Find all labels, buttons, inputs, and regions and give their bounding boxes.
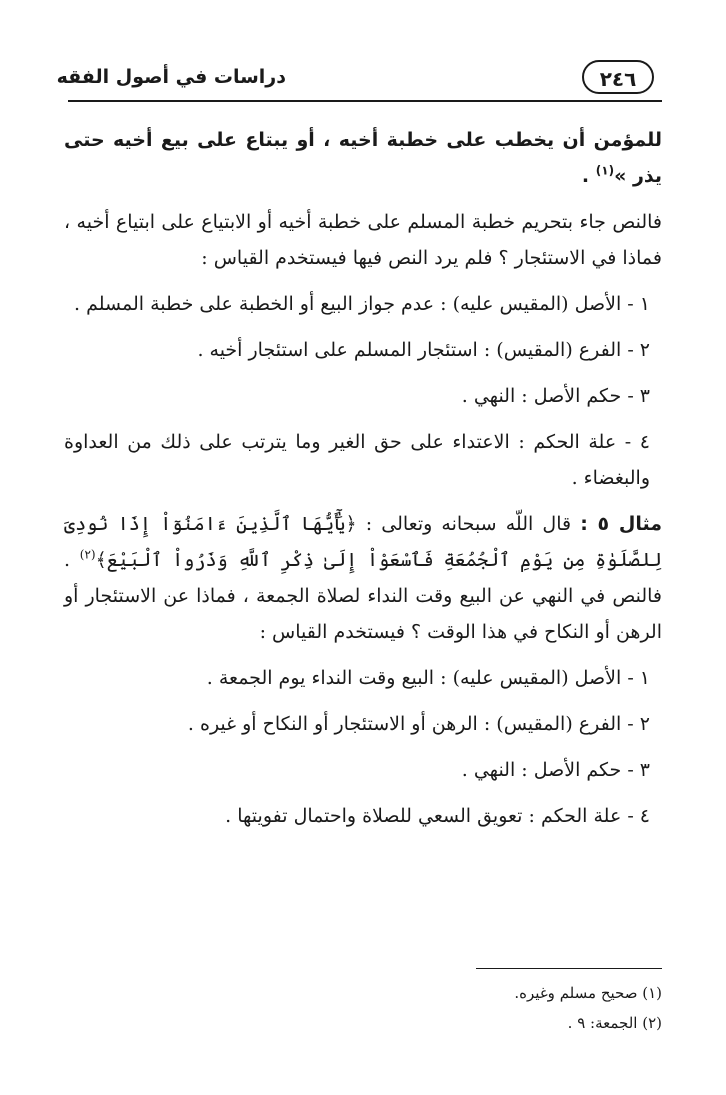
hadith-ending-paragraph — [64, 122, 662, 194]
list-item: ١ - الأصل (المقيس عليه) : البيع وقت النداء يوم الجمعة . — [206, 667, 650, 689]
example-rest: . فالنص في النهي عن البيع وقت النداء لصلاة الجمعة ، فماذا عن الاستئجار أو الرهن أو النكاح في هذا الوقت ؟ فيستخدم القياس : — [64, 549, 662, 643]
list-item: ٣ - حكم الأصل : النهي . — [461, 759, 650, 781]
footnote-2: (٢) الجمعة: ٩ . — [567, 1014, 662, 1032]
running-title: دراسات في أصول الفقه — [56, 66, 286, 88]
analogy-list-2 — [64, 660, 662, 834]
example-paragraph — [64, 506, 662, 650]
main-text — [64, 122, 662, 844]
footnote-ref-2[interactable]: (٢) — [79, 547, 96, 562]
analogy-list-1 — [64, 286, 662, 496]
example-intro: قال اللّه سبحانه وتعالى : — [356, 513, 581, 535]
footnote-ref-1[interactable]: (١) — [595, 163, 615, 178]
footnote-divider — [476, 968, 662, 969]
quran-verse: ﴿يَٰٓأَيُّهَا ٱلَّذِينَ ءَامَنُوٓاْ إِذَا نُودِىَ لِلصَّلَوٰةِ مِن يَوْمِ ٱلْجُمُعَةِ فَٱسْعَوْاْ إِلَىٰ ذِكْرِ ٱللَّهِ وَذَرُواْ ٱلْبَيْعَ﴾ — [64, 513, 662, 571]
footnote-1: (١) صحيح مسلم وغيره. — [514, 984, 662, 1002]
footnotes — [162, 978, 662, 1038]
example-label: مثال ٥ : — [580, 513, 662, 535]
list-item: ٤ - علة الحكم : الاعتداء على حق الغير وما يترتب على ذلك من العداوة والبغضاء . — [64, 431, 650, 489]
list-item: ٤ - علة الحكم : تعويق السعي للصلاة واحتمال تفويتها . — [225, 805, 650, 827]
analysis-paragraph: فالنص جاء بتحريم خطبة المسلم على خطبة أخيه أو الابتياع على ابتياع أخيه ، فماذا في الاستئجار ؟ فلم يرد النص فيها فيستخدم القياس : — [64, 211, 662, 269]
list-item: ٢ - الفرع (المقيس) : الرهن أو الاستئجار أو النكاح أو غيره . — [187, 713, 650, 735]
list-item: ٢ - الفرع (المقيس) : استئجار المسلم على استئجار أخيه . — [197, 339, 650, 361]
hadith-text: للمؤمن أن يخطب على خطبة أخيه ، أو يبتاع على بيع أخيه حتى يذر » — [64, 129, 662, 187]
page-number-text: ٢٤٦ — [599, 67, 637, 91]
hadith-end-punct: . — [581, 165, 596, 187]
list-item: ١ - الأصل (المقيس عليه) : عدم جواز البيع أو الخطبة على خطبة المسلم . — [74, 293, 650, 315]
list-item: ٣ - حكم الأصل : النهي . — [461, 385, 650, 407]
page-number — [582, 60, 654, 94]
header-divider — [68, 100, 662, 102]
